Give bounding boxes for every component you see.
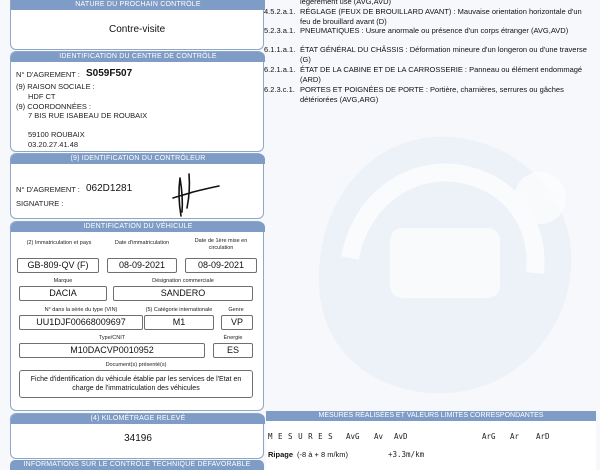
categorie-value: M1 [144, 315, 214, 330]
designation-value: SANDERO [113, 286, 253, 301]
footer-header: INFORMATIONS SUR LE CONTRÔLE TECHNIQUE DÉFAVORABLE [10, 460, 264, 470]
controleur-agrement-label: N° D'AGREMENT : [16, 185, 80, 194]
defect-code-1: 4.5.2.a.1. [264, 7, 296, 16]
measures-col-avd: AvD [394, 432, 408, 441]
marque-label: Marque [53, 278, 73, 284]
genre-value: VP [221, 315, 253, 330]
energie-value: ES [213, 343, 253, 358]
date-immat-label: Date d'immatriculation [114, 240, 170, 246]
vehicule-header: IDENTIFICATION DU VÉHICULE [11, 222, 265, 232]
defect-text-2: PNEUMATIQUES : Usure anormale ou présence d'un corps étranger (AVG,AVD) [300, 26, 569, 35]
defect-code-5: 6.2.3.c.1. [264, 85, 295, 94]
next-visit-box [10, 0, 264, 50]
kilometrage-header: (4) KILOMÉTRAGE RELEVÉ [11, 414, 265, 424]
centre-agrement-label: N° D'AGREMENT : [16, 70, 80, 79]
docs-label: Document(s) présenté(s) [105, 362, 167, 368]
controleur-header: (9) IDENTIFICATION DU CONTRÔLEUR [11, 154, 265, 164]
marque-value: DACIA [19, 286, 107, 301]
measures-col-arg: ArG [482, 432, 496, 441]
defect-code-3: 6.1.1.a.1. [264, 45, 296, 54]
ripage-range: (-8 à + 8 m/km) [297, 450, 349, 459]
defect-code-2: 5.2.3.a.1. [264, 26, 296, 35]
genre-label: Genre [228, 307, 244, 313]
measures-col-ard: ArD [536, 432, 550, 441]
centre-header: IDENTIFICATION DU CENTRE DE CONTRÔLE [11, 52, 265, 62]
centre-phone: 03.20.27.41.48 [28, 140, 79, 149]
date-immat-value: 08-09-2021 [107, 258, 177, 273]
vin-value: UU1DJF00668009697 [19, 315, 143, 330]
centre-coord-label: (9) COORDONNÉES : [16, 102, 92, 111]
signature-mark [159, 168, 231, 218]
kilometrage-box [10, 413, 264, 459]
centre-address-line2: 59100 ROUBAIX [28, 130, 85, 139]
controleur-signature-label: SIGNATURE : [16, 199, 64, 208]
vin-label: N° dans la série du type (VIN) [44, 307, 118, 313]
defect-text-5: PORTES ET POIGNÉES DE PORTE : Portière, charnières, serrures ou gâches détériorées (AVG,ARG) [300, 85, 564, 104]
date-first-label: Date de 1ère mise en circulation [194, 238, 248, 251]
ripage-label: Ripage [268, 450, 294, 459]
measures-col-av: Av [374, 432, 384, 441]
centre-raison-value: HDF CT [28, 92, 56, 101]
vehicule-box [10, 221, 264, 411]
defect-text-3: ÉTAT GÉNÉRAL DU CHÂSSIS : Déformation mineure d'un longeron ou d'une traverse (G) [300, 45, 587, 64]
type-label: Type/CNIT [98, 335, 126, 341]
watermark-logo [280, 108, 590, 408]
designation-label: Désignation commerciale [152, 278, 214, 284]
measures-box [266, 421, 596, 470]
left-column [10, 0, 264, 470]
date-first-value: 08-09-2021 [185, 258, 257, 273]
defect-text-0: légèrement usé (AVG,AVD) [300, 0, 392, 6]
next-visit-value: Contre-visite [109, 24, 166, 35]
defect-code-4: 6.2.1.a.1. [264, 65, 296, 74]
centre-raison-label: (9) RAISON SOCIALE : [16, 82, 95, 91]
measures-col-ar: Ar [510, 432, 520, 441]
categorie-label: (5) Catégorie internationale [145, 307, 213, 313]
docs-value: Fiche d'identification du véhicule établie par les services de l'Etat en charge de l'immatriculation des véhicules [19, 370, 253, 398]
energie-label: Énergie [223, 335, 243, 341]
defect-text-1: RÉGLAGE (FEUX DE BROUILLARD AVANT) : Mauvaise orientation horizontale d'un feu de brouillard avant (D) [300, 7, 582, 26]
type-value: M10DACVP0010952 [19, 343, 205, 358]
ripage-value: +3.3m/km [388, 450, 425, 459]
measures-header: MESURES RÉALISÉES ET VALEURS LIMITES CORRESPONDANTES [266, 411, 596, 421]
next-visit-header: NATURE DU PROCHAIN CONTRÔLE [11, 0, 265, 10]
measures-col-avg: AvG [346, 432, 360, 441]
controleur-box [10, 153, 264, 219]
kilometrage-value: 34196 [124, 433, 152, 444]
measures-title: M E S U R E S [268, 432, 334, 441]
centre-box [10, 51, 264, 152]
centre-address-line1: 7 BIS RUE ISABEAU DE ROUBAIX [28, 111, 148, 120]
right-column [264, 0, 600, 470]
immat-label: (2) Immatriculation et pays [26, 240, 92, 246]
controleur-agrement-value: 062D1281 [86, 183, 133, 194]
centre-agrement-value: S059F507 [86, 68, 133, 79]
immat-value: GB-809-QV (F) [17, 258, 99, 273]
defect-text-4: ÉTAT DE LA CABINE ET DE LA CARROSSERIE : Panneau ou élément endommagé (ARD) [300, 65, 583, 84]
